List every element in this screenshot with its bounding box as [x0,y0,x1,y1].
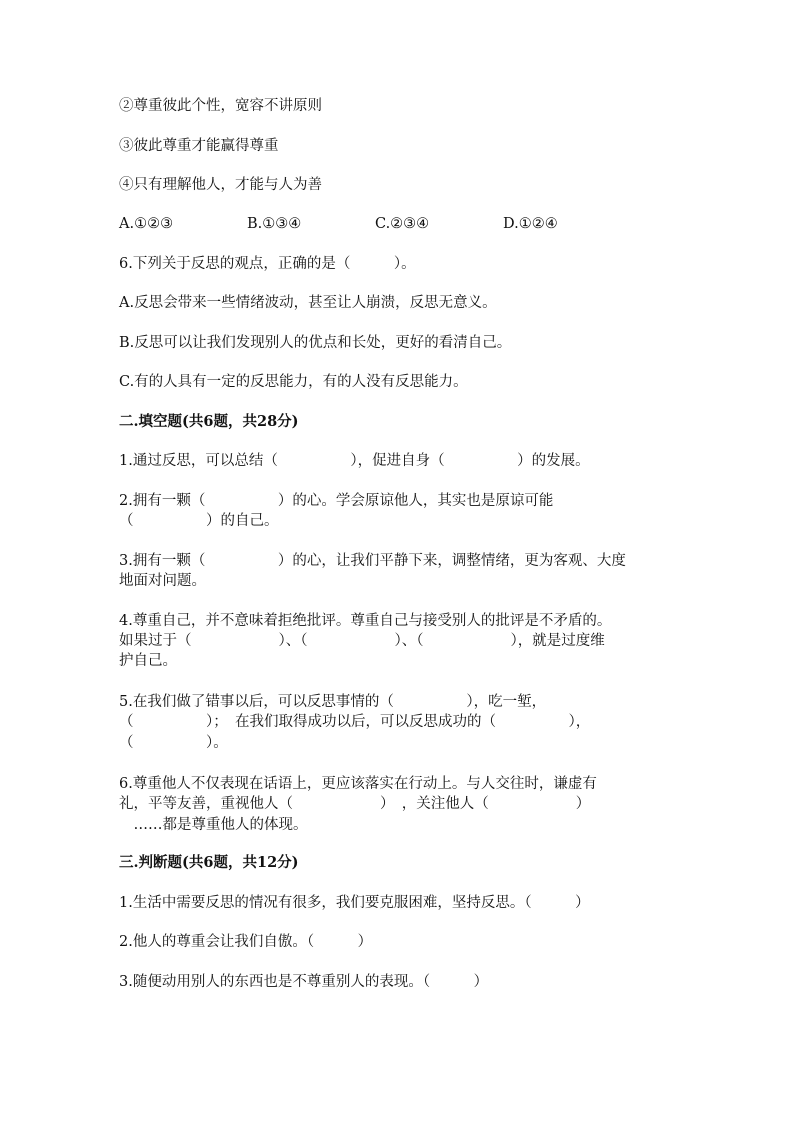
question-6: 6.下列关于反思的观点，正确的是（ ）。 [119,256,416,272]
fill-question-4-line-2: 如果过于（ ）、（ ）、（ ），就是过度维 [119,633,605,649]
section-fill-in-heading: 二.填空题(共6题，共28分) [119,413,299,430]
option-d: D.①②④ [503,216,558,232]
section-judgment-heading: 三.判断题(共6题，共12分) [119,854,299,871]
fill-question-2-line-2: （ ）的自己。 [119,513,279,529]
fill-question-6-line-2: 礼，平等友善，重视他人（ ） ，关注他人（ ） [119,796,591,812]
question-6-option-b: B.反思可以让我们发现别人的优点和长处，更好的看清自己。 [119,335,512,351]
option-a: A.①②③ [119,216,174,232]
fill-question-1: 1.通过反思，可以总结（ ），促进自身（ ）的发展。 [119,453,590,469]
fill-question-4-line-1: 4.尊重自己，并不意味着拒绝批评。尊重自己与接受别人的批评是不矛盾的。 [119,613,612,629]
question-6-option-a: A.反思会带来一些情绪波动，甚至让人崩溃，反思无意义。 [119,295,497,311]
fill-question-4-line-3: 护自己。 [119,653,177,669]
fill-question-5-line-1: 5.在我们做了错事以后，可以反思事情的（ ），吃一堑， [119,694,547,710]
fill-question-5-line-2: （ ）； 在我们取得成功以后，可以反思成功的（ ）， [119,714,591,730]
fill-question-5-line-3: （ ）。 [119,735,228,751]
fill-question-6-line-1: 6.尊重他人不仅表现在话语上，更应该落实在行动上。与人交往时，谦虚有 [119,776,597,792]
choice-item-4: ④只有理解他人，才能与人为善 [119,177,322,193]
judgment-question-1: 1.生活中需要反思的情况有很多，我们要克服困难，坚持反思。（ ） [119,895,590,911]
fill-question-2-line-1: 2.拥有一颗（ ）的心。学会原谅他人，其实也是原谅可能 [119,493,554,509]
fill-question-3-line-2: 地面对问题。 [119,573,206,589]
judgment-question-3: 3.随便动用别人的东西也是不尊重别人的表现。（ ） [119,974,489,990]
question-6-option-c: C.有的人具有一定的反思能力，有的人没有反思能力。 [119,374,468,390]
option-b: B.①③④ [247,216,302,232]
option-c: C.②③④ [375,216,430,232]
fill-question-3-line-1: 3.拥有一颗（ ）的心，让我们平静下来，调整情绪，更为客观、大度 [119,553,626,569]
choice-item-3: ③彼此尊重才能赢得尊重 [119,138,279,154]
choice-item-2: ②尊重彼此个性，宽容不讲原则 [119,98,322,114]
judgment-question-2: 2.他人的尊重会让我们自傲。（ ） [119,934,373,950]
fill-question-6-line-3: ……都是尊重他人的体现。 [119,817,308,833]
answer-options-row [119,214,679,234]
